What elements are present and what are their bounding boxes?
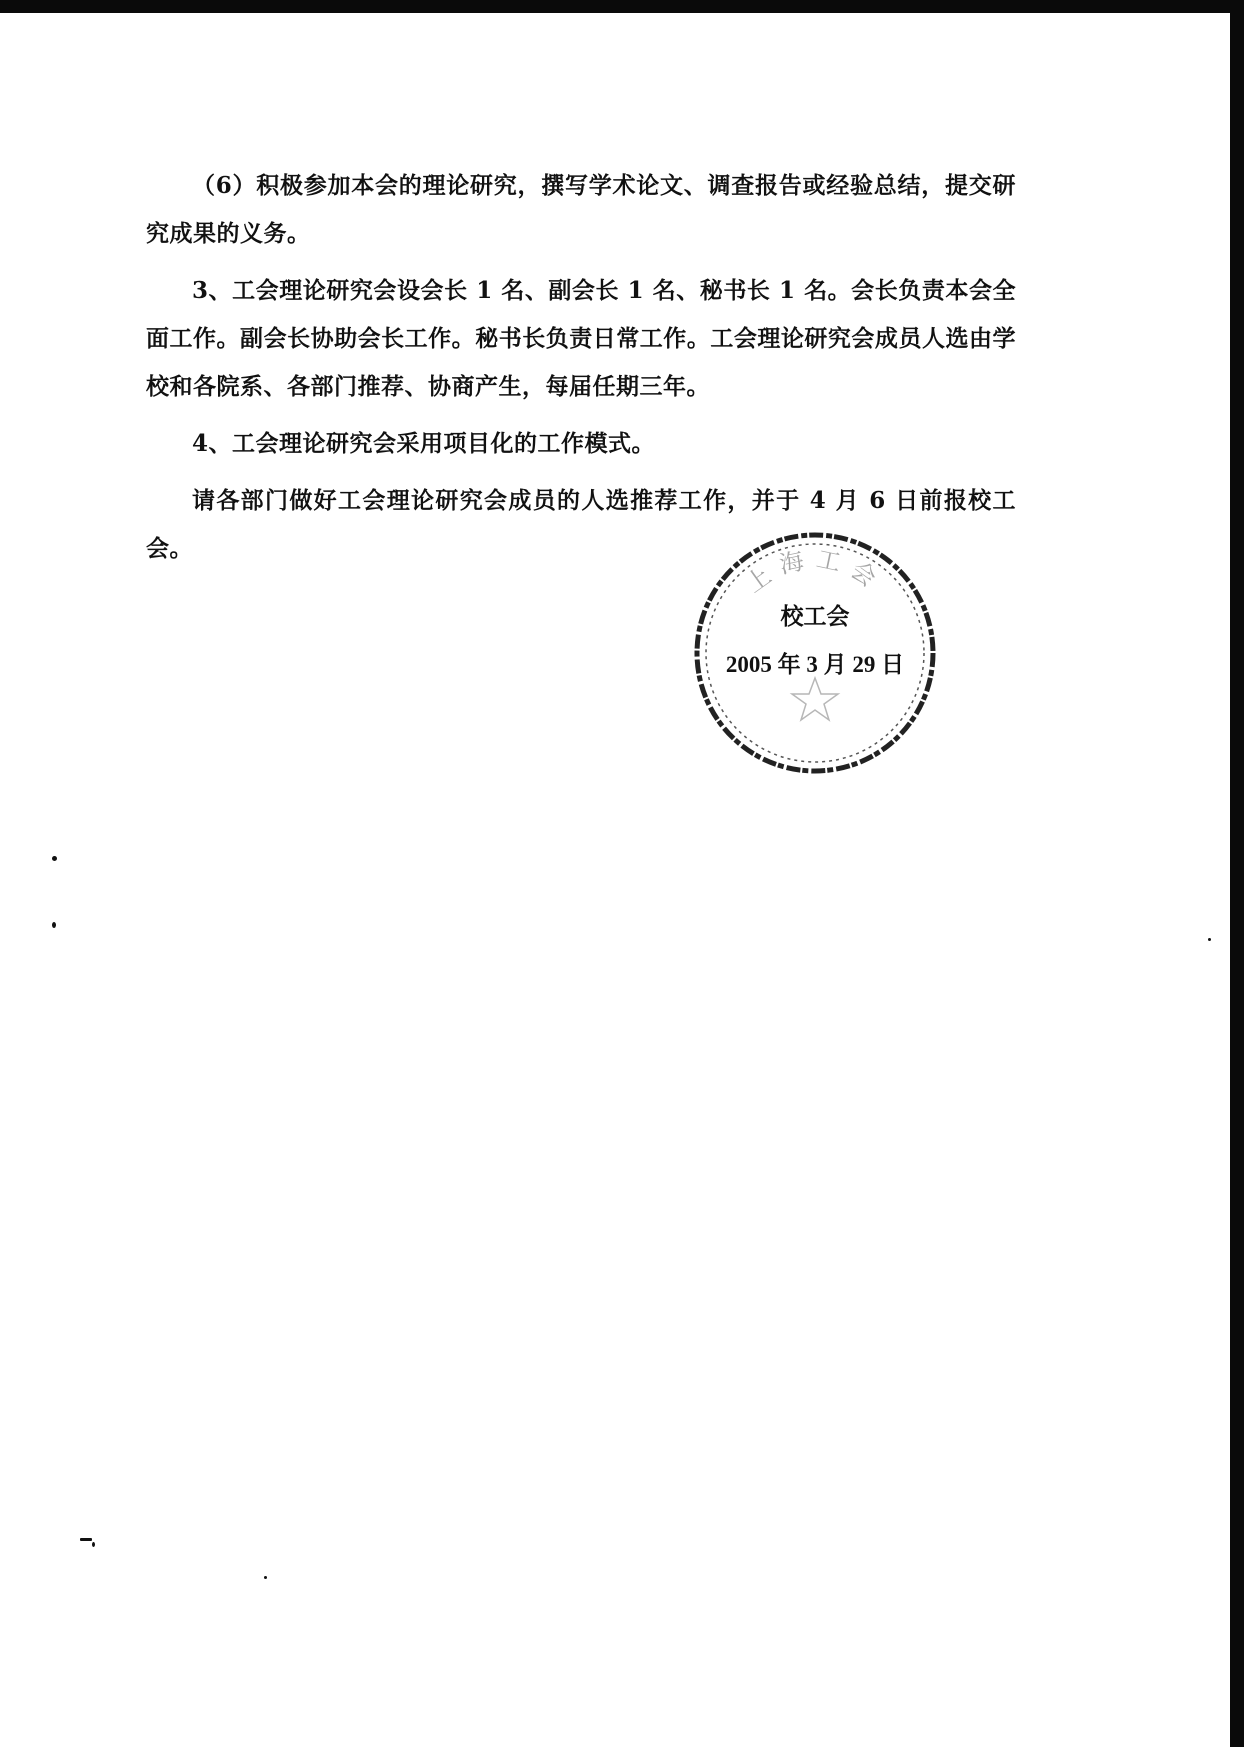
paragraph-item-4: 4、工会理论研究会采用项目化的工作模式。 (192, 430, 656, 457)
scan-speck (52, 922, 56, 928)
scan-speck (92, 1542, 95, 1547)
seal-text: 上海工会 (740, 544, 890, 599)
paragraph-item-3: 3、工会理论研究会设会长 1 名、副会长 1 名、秘书长 1 名。会长负责本会全面工作。副会长协助会长工作。秘书长负责日常工作。工会理论研究会成员人选由学校和各院系、各部门推荐、协商产生，每届任期三年。 (146, 277, 1016, 400)
scan-speck (1208, 938, 1211, 941)
scan-speck (80, 1538, 92, 1541)
paragraph-request: 请各部门做好工会理论研究会成员的人选推荐工作，并于 4 月 6 日前报校工会。 (146, 487, 1016, 562)
scan-speck (52, 856, 57, 861)
scan-speck (264, 1576, 267, 1579)
svg-text:上海工会 (741, 545, 890, 598)
signature-block (690, 528, 950, 788)
signature-date: 2005 年 3 月 29 日 (725, 652, 905, 677)
paragraph-obligation-6: （6）积极参加本会的理论研究，撰写学术论文、调查报告或经验总结，提交研究成果的义务。 (146, 172, 1016, 247)
scan-border-top (0, 0, 1244, 13)
signature-organization: 校工会 (780, 603, 850, 630)
document-body (146, 162, 1016, 582)
scan-border-right (1230, 0, 1244, 1747)
